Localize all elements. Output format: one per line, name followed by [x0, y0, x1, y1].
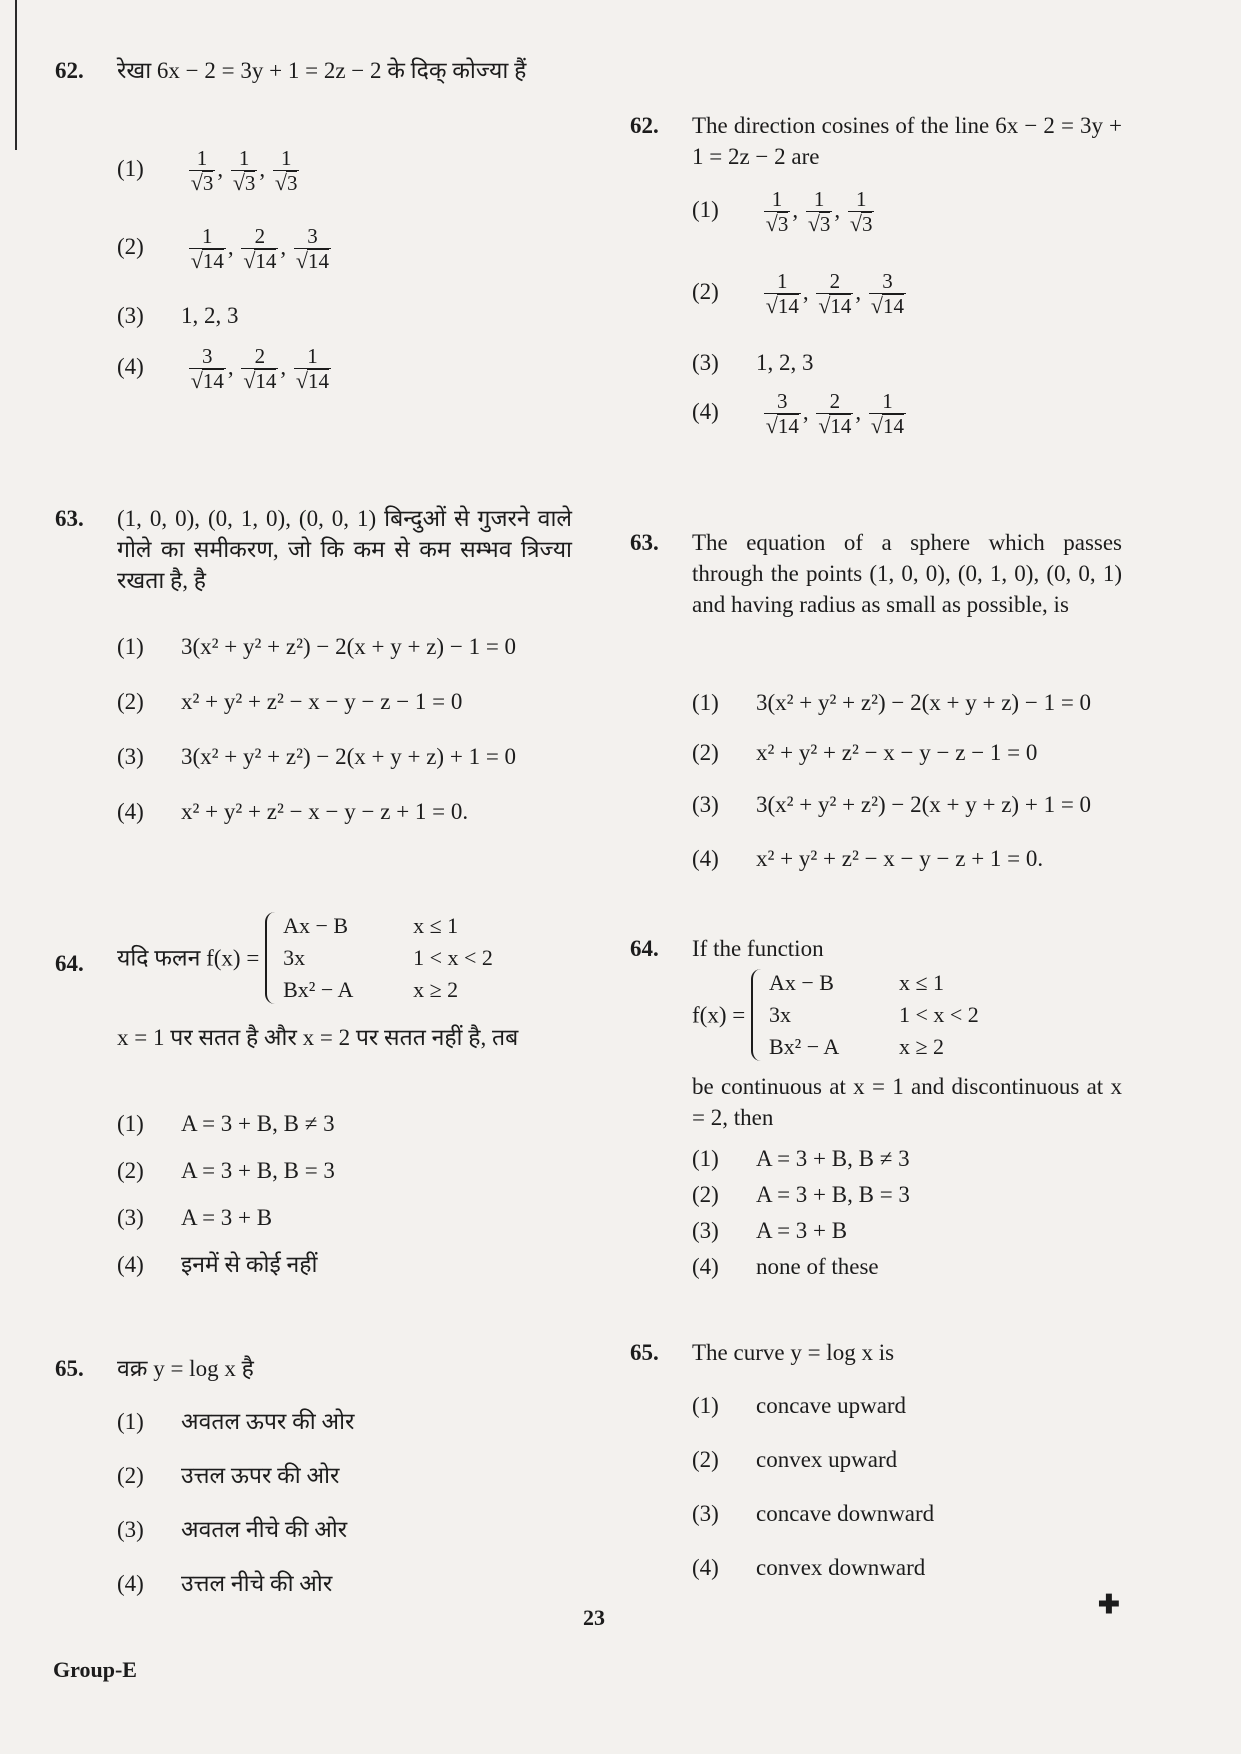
question-stem: वक्र y = log x है [117, 1356, 254, 1381]
fraction: $\frac{3}{√14}$ [765, 389, 799, 439]
question-number: 65. [630, 1340, 659, 1365]
question-number: 65. [55, 1356, 84, 1381]
question-stem: The curve y = log x is [692, 1340, 895, 1365]
fraction: $\frac{3}{√14}$ [870, 269, 904, 319]
fraction: $\frac{1}{√3}$ [190, 146, 214, 196]
option-1: (1) $\frac{1}{√3}$ , $\frac{1}{√3}$ , $\frac{1}{√3}$ [117, 146, 298, 196]
option-3: (3) अवतल नीचे की ओर [117, 1517, 348, 1542]
option-3: (3) A = 3 + B [117, 1205, 273, 1230]
question-stem: The direction cosines of the line 6x − 2 = 3y + 1 = 2z − 2 are [692, 113, 1122, 170]
option-1: (1) $\frac{1}{√3}$ , $\frac{1}{√3}$ , $\frac{1}{√3}$ [692, 187, 873, 237]
fraction: $\frac{1}{√3}$ [807, 187, 831, 237]
question-stem-continued: be continuous at x = 1 and discontinuous at x = 2, then [692, 1074, 1122, 1131]
fraction: $\frac{2}{√14}$ [818, 269, 852, 319]
fraction: $\frac{1}{√3}$ [849, 187, 873, 237]
question-stem: रेखा 6x − 2 = 3y + 1 = 2z − 2 के दिक् कोज्या हैं [117, 58, 527, 83]
option-3: (3) concave downward [692, 1501, 935, 1526]
question-number: 62. [55, 58, 84, 83]
option-2: (2) x² + y² + z² − x − y − z − 1 = 0 [692, 740, 1038, 765]
piecewise-function: Ax − B x ≤ 1 3x 1 < x < 2 Bx² − A x ≥ 2 [751, 967, 1009, 1063]
question-stem: If the function [692, 936, 824, 961]
piecewise-definition: f(x) = Ax − B x ≤ 1 3x 1 < x < 2 Bx² − A x ≥ 2 [692, 967, 1009, 1063]
fraction: $\frac{1}{√14}$ [190, 224, 224, 274]
fraction: $\frac{2}{√14}$ [243, 344, 277, 394]
fraction: $\frac{2}{√14}$ [243, 224, 277, 274]
registration-mark-icon: ✚ [1098, 1590, 1120, 1619]
fraction: $\frac{3}{√14}$ [190, 344, 224, 394]
question-number: 64. [55, 951, 84, 976]
question-stem: The equation of a sphere which passes through the points (1, 0, 0), (0, 1, 0), (0, 0, 1) and having radius as small as possible, is [692, 530, 1122, 618]
piecewise-function: Ax − B x ≤ 1 3x 1 < x < 2 Bx² − A x ≥ 2 [265, 910, 523, 1006]
option-4: (4) none of these [692, 1254, 879, 1279]
option-1: (1) अवतल ऊपर की ओर [117, 1409, 355, 1434]
option-1: (1) A = 3 + B, B ≠ 3 [692, 1146, 910, 1171]
option-3: (3) 3(x² + y² + z²) − 2(x + y + z) + 1 = 0 [692, 792, 1092, 817]
question-number: 62. [630, 113, 659, 138]
question-stem: यदि फलन f(x) = Ax − B x ≤ 1 3x 1 < x < 2 Bx² − A x ≥ 2 [117, 910, 572, 1006]
option-4: (4) इनमें से कोई नहीं [117, 1252, 318, 1277]
question-number: 64. [630, 936, 659, 961]
group-label: Group-E [53, 1657, 137, 1682]
fraction: $\frac{1}{√14}$ [765, 269, 799, 319]
page-number: 23 [583, 1605, 605, 1630]
question-stem-continued: x = 1 पर सतत है और x = 2 पर सतत नहीं है, तब [117, 1025, 519, 1050]
fraction: $\frac{3}{√14}$ [295, 224, 329, 274]
option-1: (1) 3(x² + y² + z²) − 2(x + y + z) − 1 = 0 [117, 634, 517, 659]
option-2: (2) $\frac{1}{√14}$ , $\frac{2}{√14}$ , $\frac{3}{√14}$ [692, 269, 904, 319]
option-1: (1) 3(x² + y² + z²) − 2(x + y + z) − 1 = 0 [692, 690, 1092, 715]
question-number: 63. [55, 506, 84, 531]
fraction: $\frac{1}{√14}$ [870, 389, 904, 439]
option-2: (2) x² + y² + z² − x − y − z − 1 = 0 [117, 689, 463, 714]
option-2: (2) A = 3 + B, B = 3 [692, 1182, 910, 1207]
option-4: (4) $\frac{3}{√14}$ , $\frac{2}{√14}$ , $\frac{1}{√14}$ [117, 344, 329, 394]
option-4: (4) x² + y² + z² − x − y − z + 1 = 0. [692, 846, 1044, 871]
option-2: (2) $\frac{1}{√14}$ , $\frac{2}{√14}$ , $\frac{3}{√14}$ [117, 224, 329, 274]
option-3: (3) A = 3 + B [692, 1218, 848, 1243]
fraction: $\frac{2}{√14}$ [818, 389, 852, 439]
fraction: $\frac{1}{√3}$ [765, 187, 789, 237]
question-number: 63. [630, 530, 659, 555]
option-4: (4) उत्तल नीचे की ओर [117, 1571, 333, 1596]
option-4: (4) $\frac{3}{√14}$ , $\frac{2}{√14}$ , $\frac{1}{√14}$ [692, 389, 904, 439]
option-3: (3) 1, 2, 3 [117, 303, 239, 328]
option-1: (1) A = 3 + B, B ≠ 3 [117, 1111, 335, 1136]
question-stem: (1, 0, 0), (0, 1, 0), (0, 0, 1) बिन्दुओं से गुजरने वाले गोले का समीकरण, जो कि कम से कम सम्भव त्रिज्या रखता है, है [117, 506, 572, 594]
fraction: $\frac{1}{√3}$ [274, 146, 298, 196]
option-4: (4) x² + y² + z² − x − y − z + 1 = 0. [117, 799, 469, 824]
option-3: (3) 1, 2, 3 [692, 350, 814, 375]
option-2: (2) convex upward [692, 1447, 898, 1472]
fraction: $\frac{1}{√14}$ [295, 344, 329, 394]
option-4: (4) convex downward [692, 1555, 926, 1580]
option-2: (2) उत्तल ऊपर की ओर [117, 1463, 340, 1488]
option-2: (2) A = 3 + B, B = 3 [117, 1158, 335, 1183]
option-1: (1) concave upward [692, 1393, 907, 1418]
left-margin-line [15, 0, 17, 150]
fraction: $\frac{1}{√3}$ [232, 146, 256, 196]
option-3: (3) 3(x² + y² + z²) − 2(x + y + z) + 1 = 0 [117, 744, 517, 769]
